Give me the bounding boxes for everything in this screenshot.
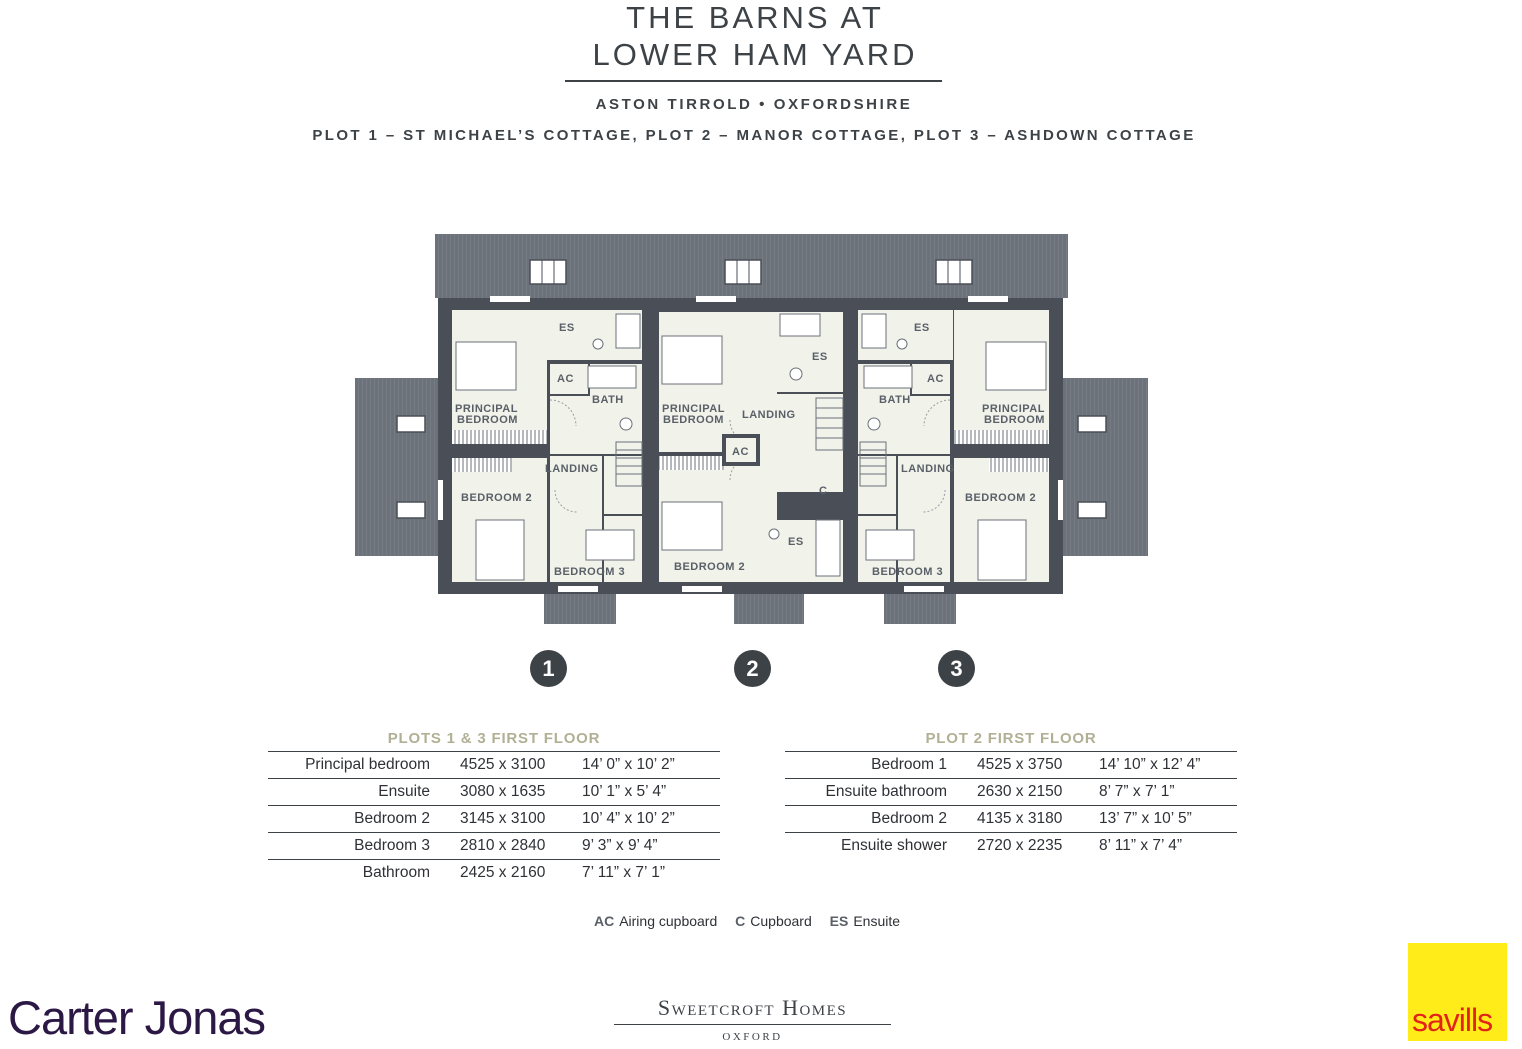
room-name: Bathroom (268, 860, 460, 887)
plots-subtitle: PLOT 1 – ST MICHAEL’S COTTAGE, PLOT 2 – MANOR COTTAGE, PLOT 3 – ASHDOWN COTTAGE (312, 127, 1196, 144)
room-name: Ensuite shower (785, 833, 977, 860)
table-row (268, 752, 720, 779)
plot-number-badge-2: 2 (734, 650, 771, 687)
label-bedroom3-1: BEDROOM 3 (554, 566, 626, 578)
room-size-ft: 7’ 11” x 7’ 1” (582, 860, 720, 887)
floor-plan (350, 230, 1150, 630)
legend-abbr: AC (593, 913, 615, 929)
schedule-right-title: PLOT 2 FIRST FLOOR (925, 730, 1097, 747)
room-size-ft: 14’ 10” x 12’ 4” (1099, 752, 1237, 779)
table-row (785, 779, 1237, 806)
room-name: Principal bedroom (268, 752, 460, 779)
room-name: Bedroom 2 (785, 806, 977, 833)
label-c-2: C (819, 485, 828, 497)
label-landing-3: LANDING (901, 463, 955, 475)
schedule-left-title: PLOTS 1 & 3 FIRST FLOOR (387, 730, 601, 747)
legend-abbr: ES (829, 913, 849, 929)
savills-wordmark: savills (1412, 1002, 1493, 1038)
label-ac-3: AC (927, 373, 944, 385)
room-size-mm: 4525 x 3750 (977, 752, 1099, 779)
room-size-ft: 8’ 7” x 7’ 1” (1099, 779, 1237, 806)
room-size-ft: 8’ 11” x 7’ 4” (1099, 833, 1237, 860)
label-es-2a: ES (812, 351, 828, 363)
carter-jonas-logo: Carter Jonas (8, 991, 266, 1044)
label-es-1: ES (559, 322, 575, 334)
label-bath-3: BATH (879, 394, 911, 406)
roof-right-wing (1060, 378, 1148, 556)
title-rule (565, 80, 942, 82)
legend-text: Airing cupboard (619, 913, 718, 929)
label-principal-1b: BEDROOM (457, 414, 518, 426)
schedule-left-table (268, 751, 720, 886)
legend-text: Cupboard (750, 913, 812, 929)
savills-logo (1408, 943, 1507, 1041)
location-subtitle: ASTON TIRROLD • OXFORDSHIRE (595, 96, 913, 113)
sweetcroft-location: OXFORD (722, 1031, 783, 1043)
room-size-mm: 2810 x 2840 (460, 833, 582, 860)
legend-abbr: C (735, 913, 746, 929)
porch-3 (884, 592, 956, 624)
table-row (785, 806, 1237, 833)
label-ac-2: AC (732, 446, 749, 458)
label-bedroom2-1: BEDROOM 2 (461, 492, 533, 504)
label-principal-2b: BEDROOM (663, 414, 724, 426)
label-es-2b: ES (788, 536, 804, 548)
label-principal-3a: PRINCIPAL (982, 403, 1045, 415)
room-name: Bedroom 2 (268, 806, 460, 833)
title-line-1: THE BARNS AT (626, 0, 884, 35)
room-size-mm: 2630 x 2150 (977, 779, 1099, 806)
room-name: Ensuite (268, 779, 460, 806)
label-bath-1: BATH (592, 394, 624, 406)
label-principal-2a: PRINCIPAL (662, 403, 725, 415)
title-line-2: LOWER HAM YARD (592, 37, 918, 72)
table-row (268, 860, 720, 887)
label-es-3: ES (914, 322, 930, 334)
porch-2 (734, 592, 804, 624)
room-name: Ensuite bathroom (785, 779, 977, 806)
room-size-mm: 4135 x 3180 (977, 806, 1099, 833)
table-row (785, 752, 1237, 779)
plot-number-badge-1: 1 (530, 650, 567, 687)
sweetcroft-homes-logo (614, 995, 891, 1043)
room-name: Bedroom 1 (785, 752, 977, 779)
room-size-mm: 4525 x 3100 (460, 752, 582, 779)
plot-number-badge-3: 3 (938, 650, 975, 687)
schedule-right-table (785, 751, 1237, 859)
room-size-ft: 13’ 7” x 10’ 5” (1099, 806, 1237, 833)
label-bedroom2-2: BEDROOM 2 (674, 561, 746, 573)
label-principal-1a: PRINCIPAL (455, 403, 518, 415)
label-bedroom2-3: BEDROOM 2 (965, 492, 1037, 504)
legend-text: Ensuite (853, 913, 901, 929)
porch-1 (544, 592, 616, 624)
room-name: Bedroom 3 (268, 833, 460, 860)
label-landing-1: LANDING (545, 463, 599, 475)
table-row (785, 833, 1237, 860)
label-principal-3b: BEDROOM (984, 414, 1045, 426)
table-row (268, 779, 720, 806)
room-size-ft: 10’ 4” x 10’ 2” (582, 806, 720, 833)
legend (0, 913, 1508, 929)
sweetcroft-rule (614, 1024, 891, 1025)
room-size-ft: 9’ 3” x 9’ 4” (582, 833, 720, 860)
label-ac-1: AC (557, 373, 574, 385)
roof-left-wing (355, 378, 440, 556)
label-bedroom3-3: BEDROOM 3 (872, 566, 944, 578)
sweetcroft-name: Sweetcroft Homes (657, 995, 848, 1020)
room-size-mm: 3080 x 1635 (460, 779, 582, 806)
room-size-mm: 2425 x 2160 (460, 860, 582, 887)
label-landing-2: LANDING (742, 409, 796, 421)
table-row (268, 806, 720, 833)
room-size-mm: 2720 x 2235 (977, 833, 1099, 860)
room-size-mm: 3145 x 3100 (460, 806, 582, 833)
room-size-ft: 10’ 1” x 5’ 4” (582, 779, 720, 806)
room-size-ft: 14’ 0” x 10’ 2” (582, 752, 720, 779)
table-row (268, 833, 720, 860)
